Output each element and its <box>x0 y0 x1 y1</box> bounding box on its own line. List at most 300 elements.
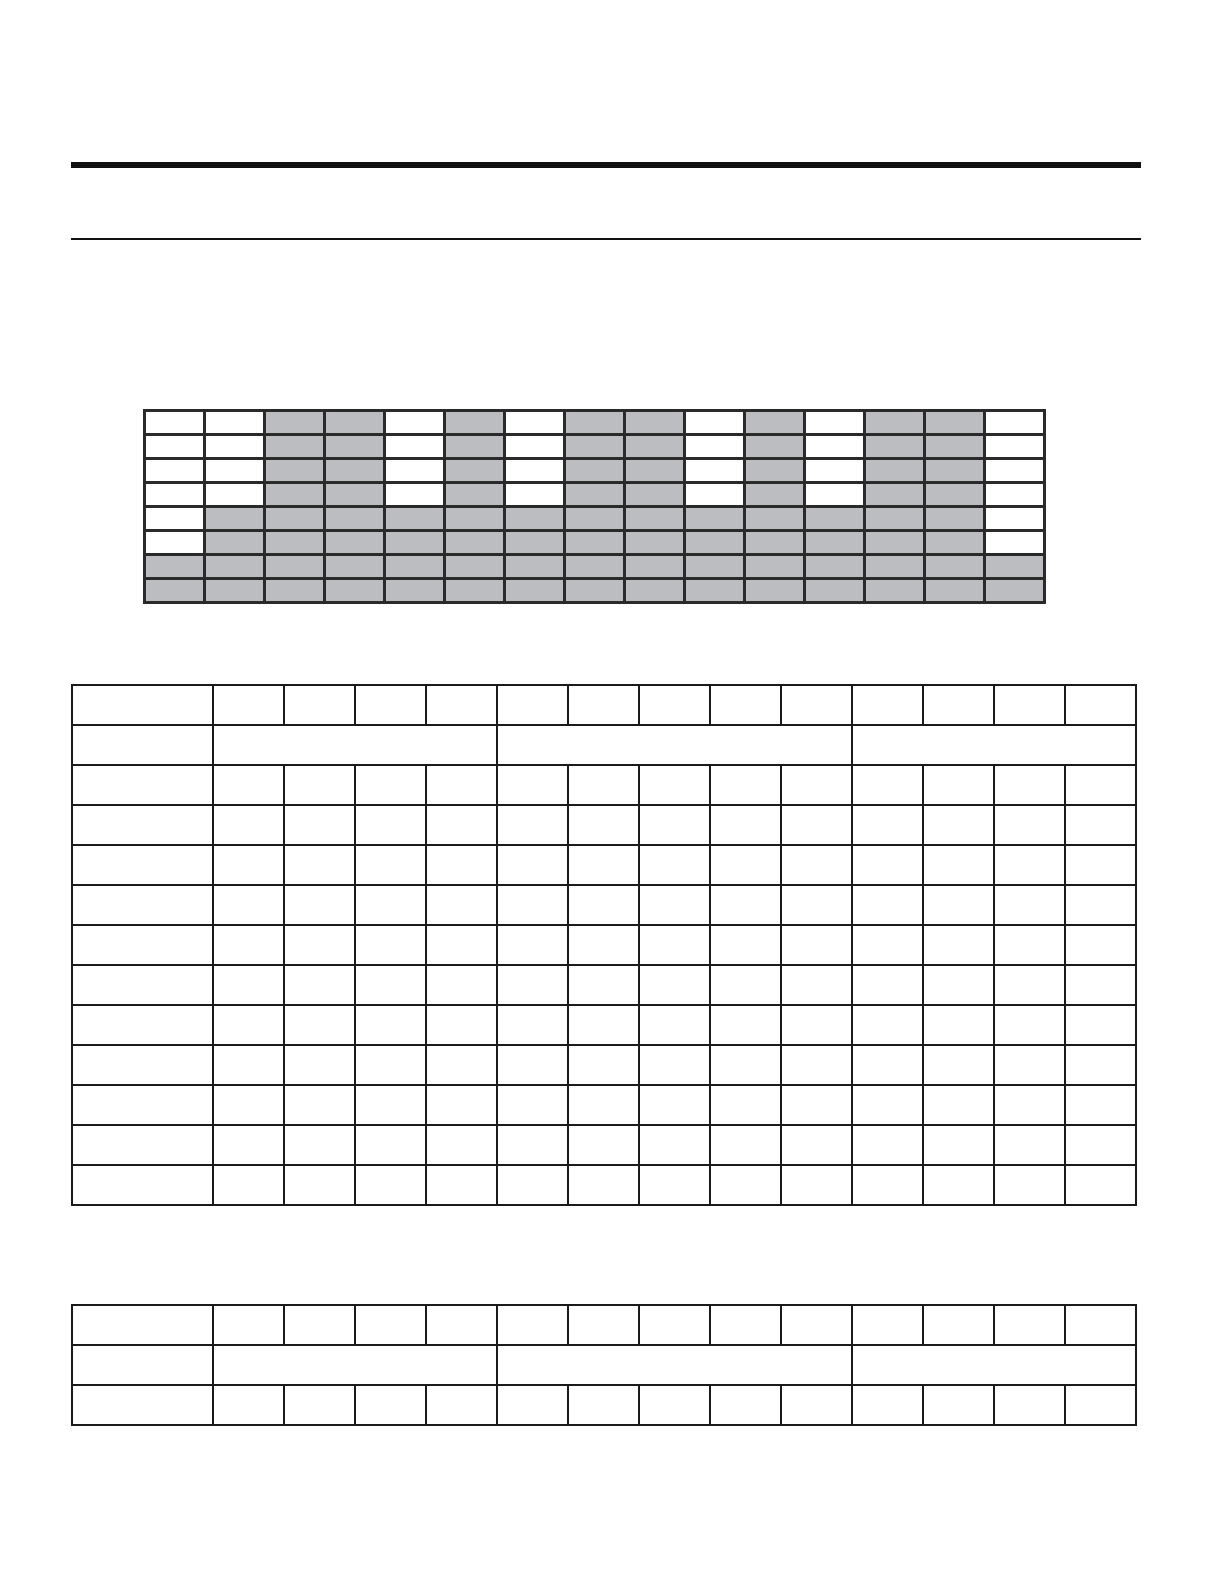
data-cell <box>1065 1165 1136 1205</box>
data-cell <box>497 885 568 925</box>
data-cell <box>284 1125 355 1165</box>
data-cell <box>852 845 923 885</box>
data-cell <box>355 1165 426 1205</box>
data-cell <box>710 1385 781 1425</box>
data-cell <box>284 1005 355 1045</box>
blank-cell <box>685 435 745 459</box>
table-row <box>72 845 1136 885</box>
header-cell <box>994 1305 1065 1345</box>
shaded-cell <box>805 579 865 603</box>
shaded-cell <box>925 555 985 579</box>
data-cell <box>994 765 1065 805</box>
data-cell <box>923 805 994 845</box>
data-cell <box>923 845 994 885</box>
shaded-cell <box>445 579 505 603</box>
data-cell <box>994 1045 1065 1085</box>
shaded-cell <box>685 507 745 531</box>
shade-row <box>145 507 1045 531</box>
data-cell <box>1065 1045 1136 1085</box>
data-cell <box>710 965 781 1005</box>
shade-pattern-table <box>143 409 1046 604</box>
header-cell <box>568 685 639 725</box>
header-cell <box>568 1305 639 1345</box>
row-label-cell <box>72 1385 213 1425</box>
data-cell <box>710 1165 781 1205</box>
data-cell <box>497 805 568 845</box>
data-cell <box>426 805 497 845</box>
blank-cell <box>145 507 205 531</box>
data-cell <box>781 845 852 885</box>
blank-cell <box>385 435 445 459</box>
data-cell <box>355 805 426 845</box>
data-cell <box>994 805 1065 845</box>
blank-grid-table-1 <box>71 684 1137 1206</box>
data-cell <box>213 1385 284 1425</box>
blank-cell <box>145 459 205 483</box>
data-cell <box>213 885 284 925</box>
blank-cell <box>205 459 265 483</box>
shaded-cell <box>145 579 205 603</box>
shaded-cell <box>505 555 565 579</box>
data-cell <box>923 1125 994 1165</box>
data-cell <box>1065 1385 1136 1425</box>
data-cell <box>568 845 639 885</box>
header-row <box>72 685 1136 725</box>
group-cell <box>213 725 497 765</box>
blank-cell <box>145 435 205 459</box>
data-cell <box>568 965 639 1005</box>
data-cell <box>1065 885 1136 925</box>
group-cell <box>497 725 852 765</box>
data-cell <box>994 845 1065 885</box>
shaded-cell <box>565 411 625 435</box>
shaded-cell <box>325 483 385 507</box>
data-cell <box>284 845 355 885</box>
group-cell <box>213 1345 497 1385</box>
shaded-cell <box>925 411 985 435</box>
shaded-cell <box>205 579 265 603</box>
shaded-cell <box>685 555 745 579</box>
data-cell <box>355 1385 426 1425</box>
group-cell <box>852 1345 1136 1385</box>
data-cell <box>639 845 710 885</box>
data-cell <box>497 1045 568 1085</box>
data-cell <box>852 1385 923 1425</box>
shaded-cell <box>265 531 325 555</box>
shaded-cell <box>265 435 325 459</box>
data-cell <box>426 1125 497 1165</box>
data-cell <box>852 925 923 965</box>
group-row <box>72 725 1136 765</box>
data-cell <box>213 845 284 885</box>
table-row <box>72 805 1136 845</box>
blank-cell <box>685 483 745 507</box>
shaded-cell <box>805 531 865 555</box>
shaded-cell <box>145 555 205 579</box>
row-label-cell <box>72 1125 213 1165</box>
blank-cell <box>145 483 205 507</box>
data-cell <box>1065 765 1136 805</box>
data-cell <box>852 965 923 1005</box>
shaded-cell <box>805 507 865 531</box>
table-row <box>72 1165 1136 1205</box>
data-cell <box>852 1125 923 1165</box>
data-cell <box>781 1005 852 1045</box>
data-cell <box>213 1005 284 1045</box>
shaded-cell <box>505 507 565 531</box>
data-cell <box>781 765 852 805</box>
data-cell <box>781 1045 852 1085</box>
data-cell <box>994 1085 1065 1125</box>
shaded-cell <box>505 579 565 603</box>
blank-cell <box>205 411 265 435</box>
data-cell <box>994 965 1065 1005</box>
shaded-cell <box>565 531 625 555</box>
data-cell <box>1065 1125 1136 1165</box>
blank-cell <box>805 435 865 459</box>
shaded-cell <box>865 411 925 435</box>
data-cell <box>284 1165 355 1205</box>
data-cell <box>781 805 852 845</box>
data-cell <box>639 1005 710 1045</box>
row-label-cell <box>72 1005 213 1045</box>
data-cell <box>284 1385 355 1425</box>
shaded-cell <box>625 459 685 483</box>
header-cell <box>1065 685 1136 725</box>
shaded-cell <box>565 507 625 531</box>
shaded-cell <box>565 459 625 483</box>
data-cell <box>568 1385 639 1425</box>
data-cell <box>355 845 426 885</box>
header-cell <box>497 685 568 725</box>
data-cell <box>639 765 710 805</box>
shaded-cell <box>685 579 745 603</box>
shaded-cell <box>445 483 505 507</box>
data-cell <box>781 885 852 925</box>
data-cell <box>781 1085 852 1125</box>
header-cell <box>923 1305 994 1345</box>
row-label-cell <box>72 725 213 765</box>
data-cell <box>710 1045 781 1085</box>
header-cell <box>497 1305 568 1345</box>
data-cell <box>497 1385 568 1425</box>
data-cell <box>781 965 852 1005</box>
data-cell <box>710 1125 781 1165</box>
data-cell <box>923 1045 994 1085</box>
data-cell <box>284 925 355 965</box>
data-cell <box>710 805 781 845</box>
table-row <box>72 1045 1136 1085</box>
data-cell <box>852 765 923 805</box>
data-cell <box>497 845 568 885</box>
blank-cell <box>805 459 865 483</box>
data-cell <box>852 885 923 925</box>
header-cell <box>284 1305 355 1345</box>
data-cell <box>639 1045 710 1085</box>
row-label-cell <box>72 1085 213 1125</box>
shaded-cell <box>445 459 505 483</box>
data-cell <box>213 965 284 1005</box>
data-cell <box>355 1085 426 1125</box>
table-row <box>72 965 1136 1005</box>
shaded-cell <box>265 579 325 603</box>
shaded-cell <box>445 555 505 579</box>
data-cell <box>284 1045 355 1085</box>
blank-cell <box>985 411 1045 435</box>
blank-cell <box>505 411 565 435</box>
data-cell <box>639 925 710 965</box>
shaded-cell <box>745 435 805 459</box>
shaded-cell <box>445 531 505 555</box>
data-cell <box>639 1125 710 1165</box>
shaded-cell <box>925 531 985 555</box>
data-cell <box>284 1085 355 1125</box>
shaded-cell <box>865 531 925 555</box>
data-cell <box>994 925 1065 965</box>
data-cell <box>568 765 639 805</box>
data-cell <box>497 925 568 965</box>
data-cell <box>497 1085 568 1125</box>
blank-cell <box>205 435 265 459</box>
data-cell <box>497 1125 568 1165</box>
data-cell <box>426 1085 497 1125</box>
row-label-cell <box>72 885 213 925</box>
shaded-cell <box>265 459 325 483</box>
data-cell <box>355 765 426 805</box>
data-cell <box>213 1045 284 1085</box>
data-cell <box>852 1165 923 1205</box>
data-cell <box>426 965 497 1005</box>
shaded-cell <box>625 507 685 531</box>
table-row <box>72 925 1136 965</box>
shade-row <box>145 483 1045 507</box>
row-label-cell <box>72 1165 213 1205</box>
header-cell <box>639 685 710 725</box>
blank-cell <box>805 411 865 435</box>
shaded-cell <box>625 555 685 579</box>
header-cell <box>213 1305 284 1345</box>
table-row <box>72 1125 1136 1165</box>
group-row <box>72 1345 1136 1385</box>
header-cell <box>781 685 852 725</box>
data-cell <box>213 1085 284 1125</box>
header-cell <box>710 1305 781 1345</box>
data-cell <box>639 1385 710 1425</box>
table-row <box>72 765 1136 805</box>
group-cell <box>497 1345 852 1385</box>
shaded-cell <box>865 555 925 579</box>
blank-cell <box>145 531 205 555</box>
shaded-cell <box>565 555 625 579</box>
blank-cell <box>685 459 745 483</box>
shaded-cell <box>925 579 985 603</box>
data-cell <box>568 805 639 845</box>
data-cell <box>710 1005 781 1045</box>
header-cell <box>213 685 284 725</box>
shaded-cell <box>865 579 925 603</box>
data-cell <box>923 965 994 1005</box>
shaded-cell <box>325 411 385 435</box>
shaded-cell <box>565 435 625 459</box>
data-cell <box>497 1165 568 1205</box>
blank-cell <box>385 483 445 507</box>
shaded-cell <box>205 555 265 579</box>
shaded-cell <box>865 435 925 459</box>
header-cell <box>852 1305 923 1345</box>
blank-cell <box>985 507 1045 531</box>
shaded-cell <box>745 579 805 603</box>
header-cell <box>639 1305 710 1345</box>
data-cell <box>284 965 355 1005</box>
shaded-cell <box>505 531 565 555</box>
shaded-cell <box>745 531 805 555</box>
data-cell <box>781 1165 852 1205</box>
shade-row <box>145 555 1045 579</box>
blank-cell <box>985 483 1045 507</box>
data-cell <box>568 1125 639 1165</box>
shaded-cell <box>925 483 985 507</box>
data-cell <box>568 925 639 965</box>
data-cell <box>426 885 497 925</box>
shaded-cell <box>865 459 925 483</box>
data-cell <box>710 885 781 925</box>
shaded-cell <box>925 459 985 483</box>
data-cell <box>213 805 284 845</box>
data-cell <box>426 765 497 805</box>
data-cell <box>994 885 1065 925</box>
data-cell <box>213 1165 284 1205</box>
shaded-cell <box>205 507 265 531</box>
data-cell <box>710 845 781 885</box>
shaded-cell <box>805 555 865 579</box>
data-cell <box>923 1005 994 1045</box>
data-cell <box>781 1385 852 1425</box>
data-cell <box>426 1165 497 1205</box>
shaded-cell <box>385 531 445 555</box>
row-label-cell <box>72 1045 213 1085</box>
section-thin-rule <box>71 238 1141 240</box>
data-cell <box>923 885 994 925</box>
header-cell <box>284 685 355 725</box>
data-cell <box>639 805 710 845</box>
row-label-cell <box>72 845 213 885</box>
data-cell <box>355 965 426 1005</box>
shaded-cell <box>925 435 985 459</box>
data-cell <box>710 765 781 805</box>
data-cell <box>852 805 923 845</box>
data-cell <box>923 1165 994 1205</box>
shaded-cell <box>325 459 385 483</box>
header-cell <box>1065 1305 1136 1345</box>
shaded-cell <box>745 507 805 531</box>
header-cell <box>852 685 923 725</box>
blank-cell <box>205 483 265 507</box>
shade-pattern-grid <box>143 409 1046 604</box>
blank-cell <box>985 435 1045 459</box>
table-row <box>72 1005 1136 1045</box>
shaded-cell <box>745 459 805 483</box>
data-cell <box>426 1045 497 1085</box>
table-row <box>72 1085 1136 1125</box>
shaded-cell <box>265 411 325 435</box>
shade-row <box>145 435 1045 459</box>
shaded-cell <box>865 507 925 531</box>
blank-grid-table-2 <box>71 1304 1137 1426</box>
data-cell <box>710 925 781 965</box>
shade-row <box>145 579 1045 603</box>
shaded-cell <box>745 555 805 579</box>
data-cell <box>355 885 426 925</box>
shaded-cell <box>925 507 985 531</box>
data-cell <box>497 1005 568 1045</box>
header-cell <box>710 685 781 725</box>
data-cell <box>213 765 284 805</box>
data-cell <box>923 1085 994 1125</box>
shaded-cell <box>745 483 805 507</box>
shaded-cell <box>625 411 685 435</box>
header-cell <box>426 1305 497 1345</box>
data-cell <box>355 1125 426 1165</box>
shaded-cell <box>265 555 325 579</box>
shaded-cell <box>625 579 685 603</box>
blank-cell <box>385 411 445 435</box>
row-label-cell <box>72 765 213 805</box>
shaded-cell <box>745 411 805 435</box>
blank-cell <box>385 459 445 483</box>
data-cell <box>568 885 639 925</box>
data-cell <box>1065 965 1136 1005</box>
data-cell <box>1065 845 1136 885</box>
data-cell <box>355 1005 426 1045</box>
shaded-cell <box>625 531 685 555</box>
data-cell <box>781 1125 852 1165</box>
blank-cell <box>805 483 865 507</box>
row-label-cell <box>72 805 213 845</box>
blank-cell <box>145 411 205 435</box>
shaded-cell <box>685 531 745 555</box>
data-cell <box>426 845 497 885</box>
header-cell <box>355 1305 426 1345</box>
data-cell <box>1065 1005 1136 1045</box>
group-cell <box>852 725 1136 765</box>
shaded-cell <box>445 507 505 531</box>
blank-cell <box>505 459 565 483</box>
data-cell <box>994 1165 1065 1205</box>
row-label-cell <box>72 1305 213 1345</box>
data-cell <box>568 1165 639 1205</box>
data-cell <box>284 805 355 845</box>
shaded-cell <box>625 483 685 507</box>
data-cell <box>781 925 852 965</box>
shaded-cell <box>385 579 445 603</box>
blank-cell <box>685 411 745 435</box>
data-cell <box>994 1005 1065 1045</box>
shade-row <box>145 531 1045 555</box>
shaded-cell <box>625 435 685 459</box>
shaded-cell <box>565 579 625 603</box>
shaded-cell <box>325 507 385 531</box>
data-cell <box>923 925 994 965</box>
row-label-cell <box>72 685 213 725</box>
shaded-cell <box>325 435 385 459</box>
data-cell <box>639 885 710 925</box>
blank-cell <box>985 531 1045 555</box>
data-cell <box>426 1005 497 1045</box>
data-cell <box>497 965 568 1005</box>
header-cell <box>426 685 497 725</box>
data-cell <box>1065 1085 1136 1125</box>
header-row <box>72 1305 1136 1345</box>
